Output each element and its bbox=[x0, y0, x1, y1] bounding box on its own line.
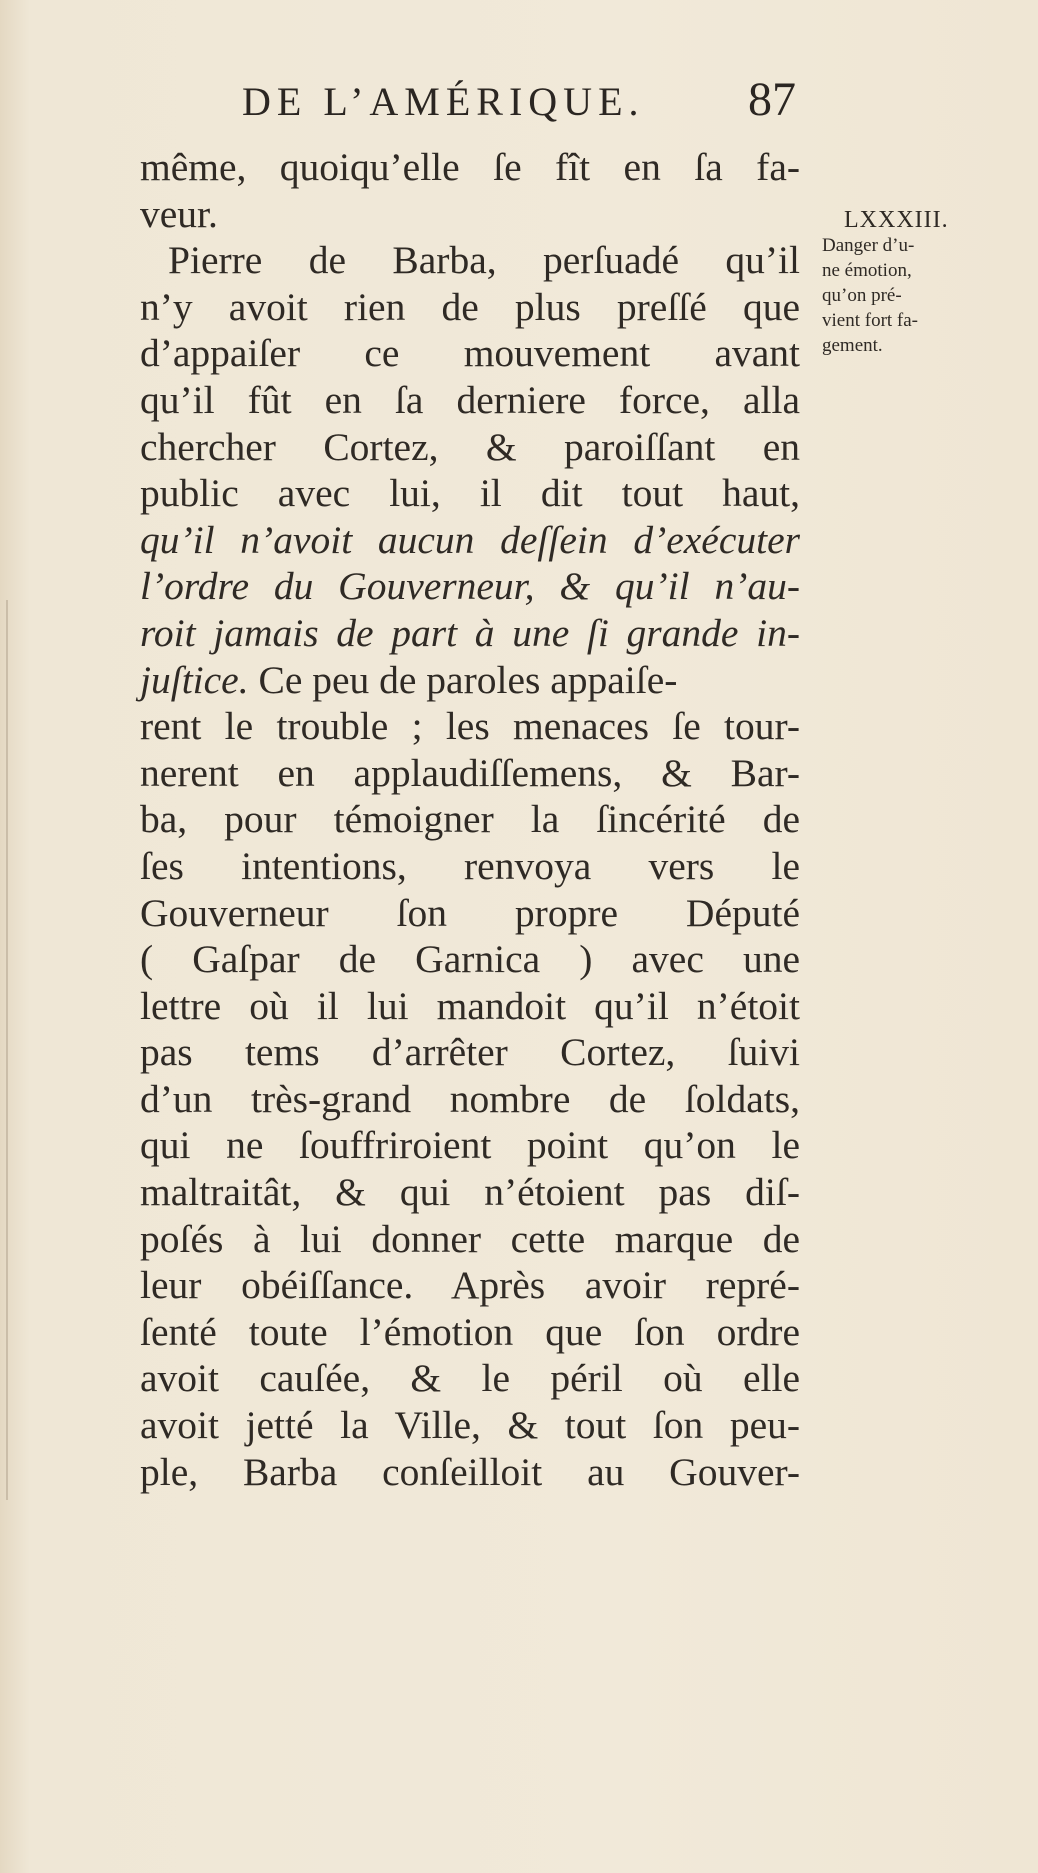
margin-note-line: gement. bbox=[822, 335, 883, 356]
roman-run: Ce peu de paroles appaiſe- bbox=[248, 657, 678, 702]
text-line: pas tems d’arrêter Cortez, ſuivi bbox=[140, 1030, 800, 1075]
text-line: avoit jetté la Ville, & tout ſon peu- bbox=[140, 1403, 800, 1448]
text-line: d’appaiſer ce mouvement avant bbox=[140, 331, 800, 376]
text-line: même, quoiqu’elle ſe fît en ſa fa- bbox=[140, 145, 800, 189]
text-line: Gouverneur ſon propre Député bbox=[140, 890, 800, 935]
text-line: chercher Cortez, & paroiſſant en bbox=[140, 424, 800, 469]
running-title: DE L’AMÉRIQUE. bbox=[242, 79, 645, 124]
text-line: leur obéiſſance. Après avoir repré- bbox=[140, 1263, 800, 1308]
text-line: l’ordre du Gouverneur, & qu’il n’au- bbox=[140, 564, 800, 609]
margin-note-line: ne émotion, bbox=[822, 260, 912, 281]
page-number: 87 bbox=[748, 73, 796, 126]
text-line: poſés à lui donner cette marque de bbox=[140, 1216, 800, 1261]
text-line: nerent en applaudiſſemens, & Bar- bbox=[140, 750, 800, 795]
text-line: roit jamais de part à une ſi grande in- bbox=[140, 610, 800, 655]
page-gutter bbox=[6, 600, 8, 1500]
text-line: maltraitât, & qui n’étoient pas diſ- bbox=[140, 1170, 800, 1215]
text-line: ſes intentions, renvoya vers le bbox=[140, 843, 800, 888]
text-line: ba, pour témoigner la ſincérité de bbox=[140, 797, 800, 842]
text-line: ( Gaſpar de Garnica ) avec une bbox=[140, 937, 800, 982]
text-line: avoit cauſée, & le péril où elle bbox=[140, 1356, 800, 1401]
text-line: n’y avoit rien de plus preſſé que bbox=[140, 284, 800, 329]
text-line: qu’il n’avoit aucun deſſein d’exécuter bbox=[140, 517, 800, 562]
text-line: rent le trouble ; les menaces ſe tour- bbox=[140, 704, 800, 749]
margin-note bbox=[822, 207, 1002, 358]
margin-note-line: Danger d’u- bbox=[822, 235, 915, 256]
text-line: ple, Barba conſeilloit au Gouver- bbox=[140, 1449, 800, 1494]
text-line: ſenté toute l’émotion que ſon ordre bbox=[140, 1309, 800, 1354]
text-line: qui ne ſouffriroient point qu’on le bbox=[140, 1123, 800, 1168]
margin-note-number: LXXXIII. bbox=[844, 207, 949, 233]
page-header bbox=[0, 73, 1038, 138]
text-line: qu’il fût en ſa derniere force, alla bbox=[140, 377, 800, 422]
body-text bbox=[140, 144, 800, 1495]
text-line: veur. bbox=[140, 191, 218, 236]
text-line-mixed bbox=[140, 657, 800, 704]
margin-note-line: vient fort fa- bbox=[822, 310, 919, 331]
text-line: Pierre de Barba, perſuadé qu’il bbox=[168, 238, 800, 283]
text-line: lettre où il lui mandoit qu’il n’étoit bbox=[140, 983, 800, 1028]
italic-run: juſtice. bbox=[140, 657, 249, 702]
text-line: public avec lui, il dit tout haut, bbox=[140, 471, 800, 516]
text-line: d’un très-grand nombre de ſoldats, bbox=[140, 1076, 800, 1121]
margin-note-line: qu’on pré- bbox=[822, 285, 902, 306]
